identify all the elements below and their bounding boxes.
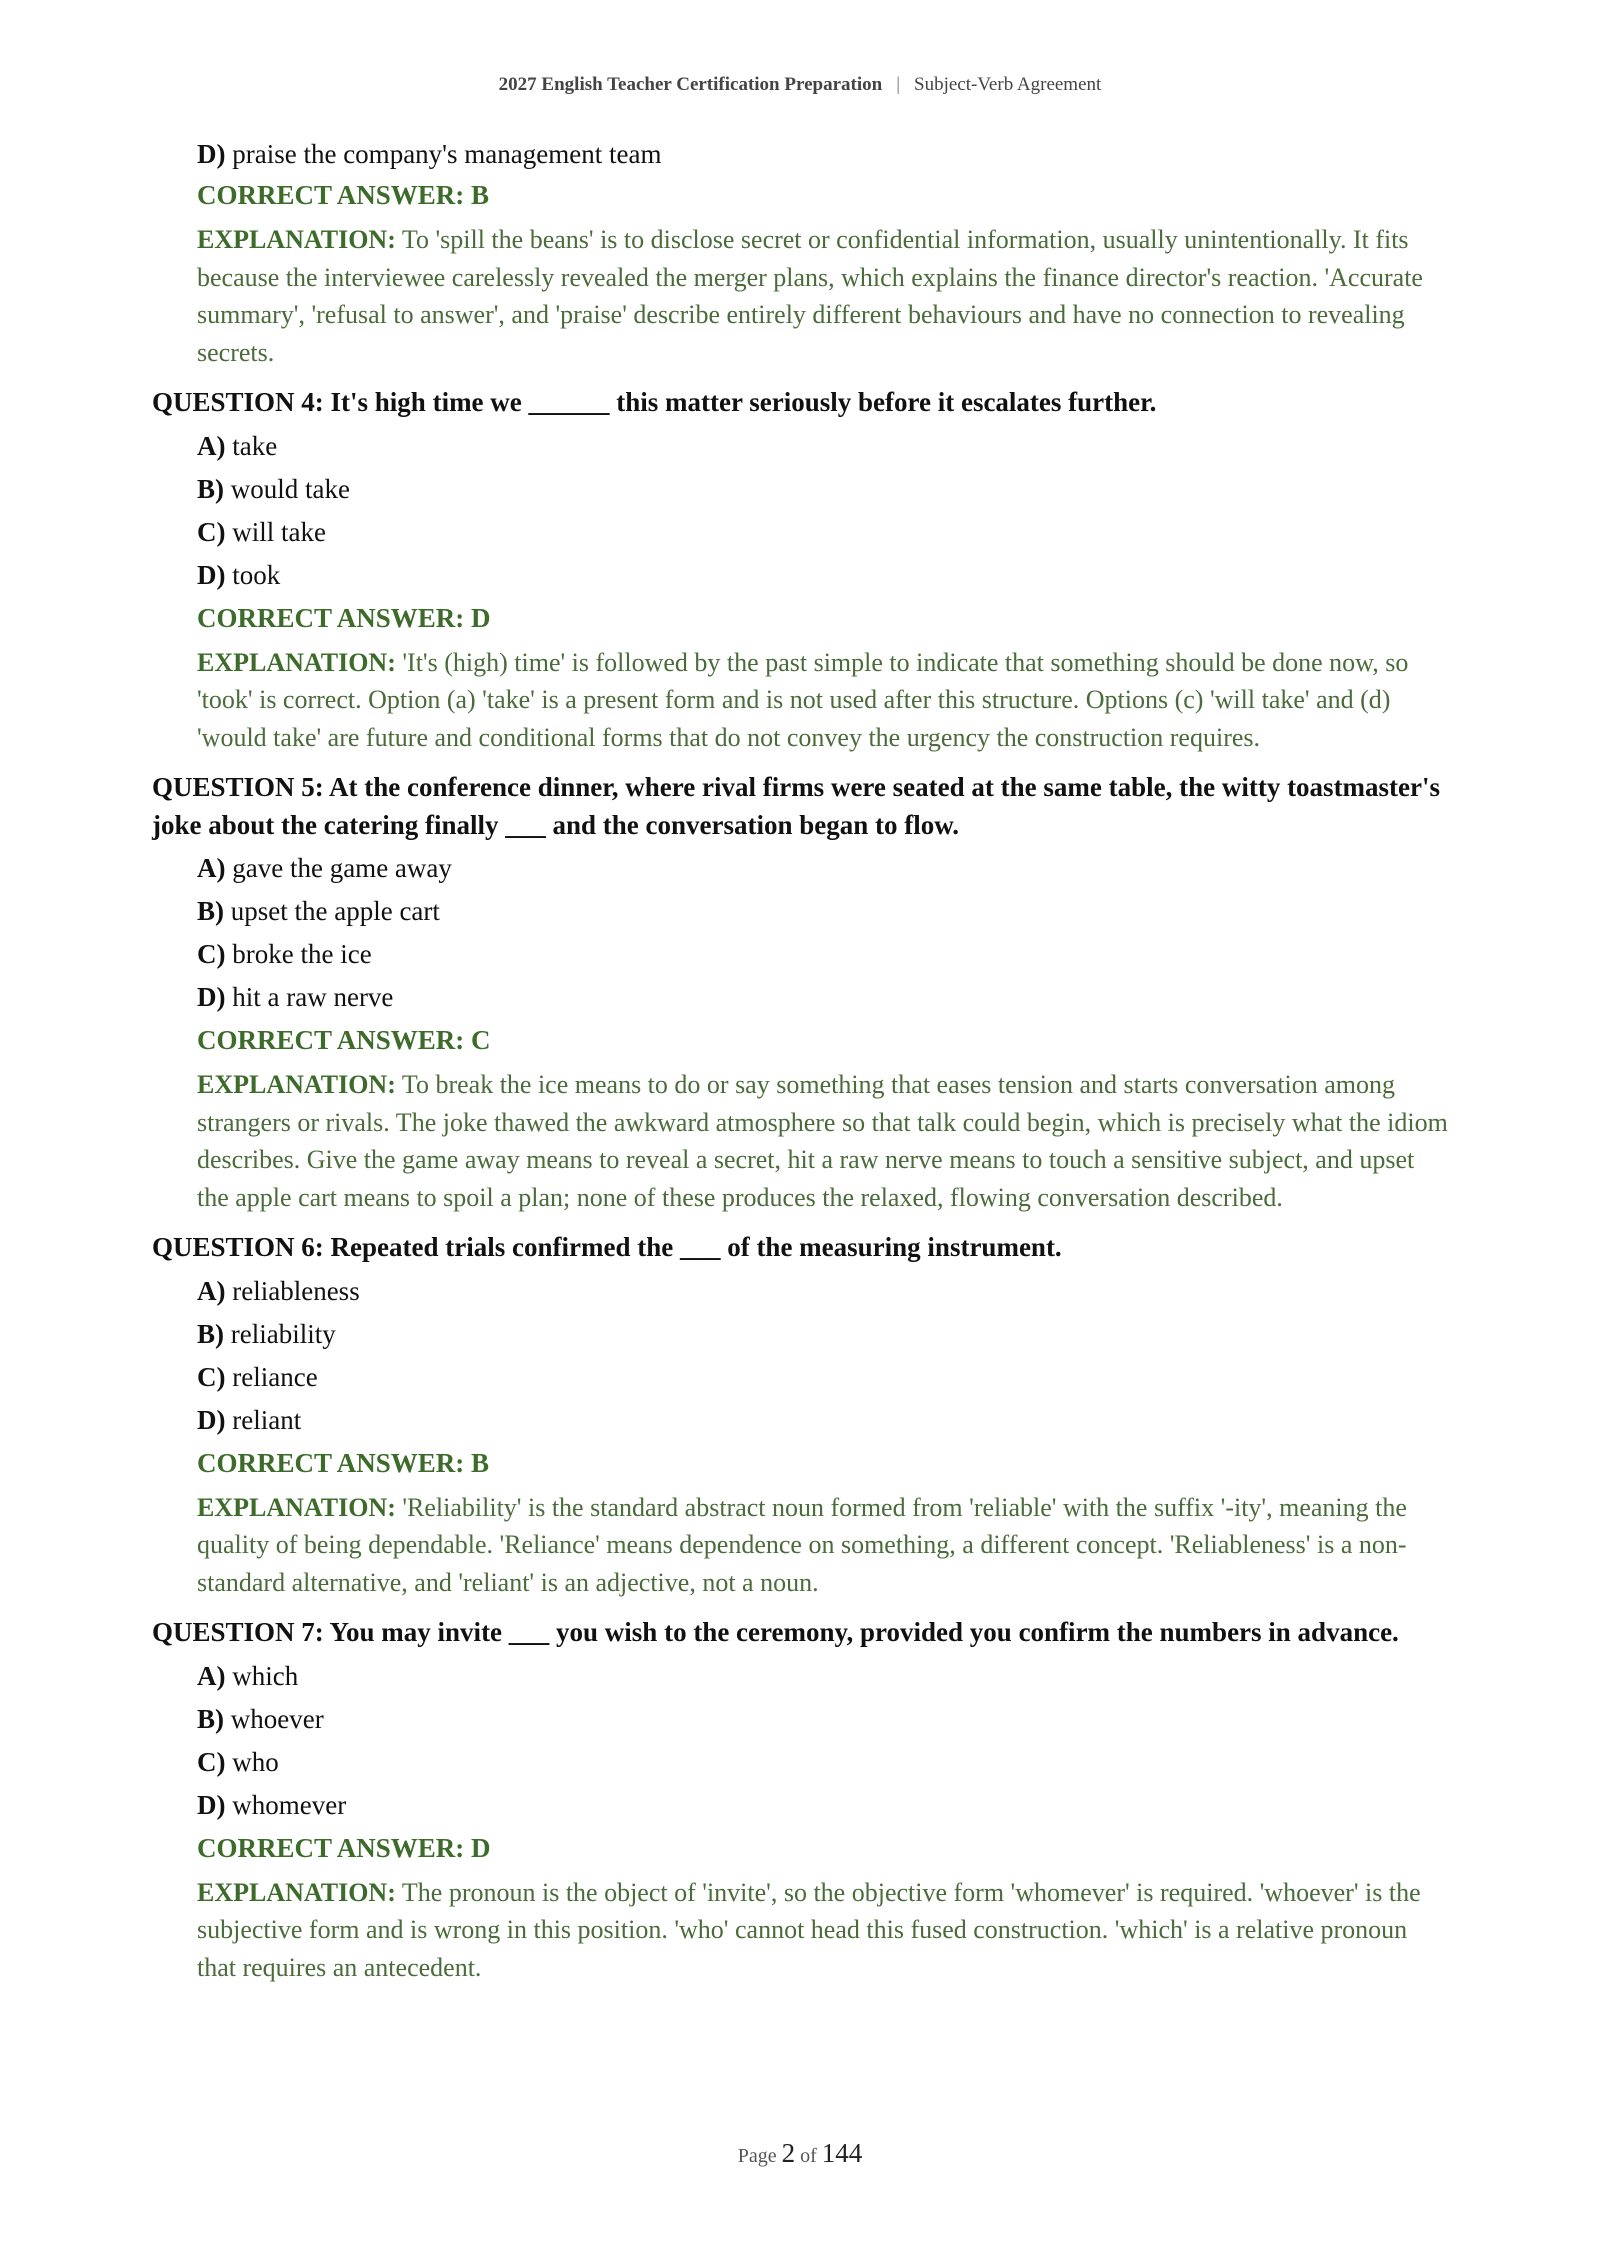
answer-option — [197, 1317, 1452, 1360]
option-letter: D) — [197, 1789, 226, 1820]
answer-option — [197, 1702, 1452, 1745]
answer-option — [197, 937, 1452, 980]
answer-option — [197, 1745, 1452, 1788]
option-text: reliability — [230, 1318, 336, 1349]
explanation-text: The pronoun is the object of 'invite', so the objective form 'whomever' is required. 'whoever' is the subjective form and is wrong in this position. 'who' cannot head this fused construction. 'which' is a relative pronoun that requires an antecedent. — [197, 1877, 1421, 1982]
option-text: reliant — [232, 1404, 302, 1435]
option-text: whomever — [232, 1789, 347, 1820]
explanation-text: To break the ice means to do or say something that eases tension and starts conversation among strangers or rivals. The joke thawed the awkward atmosphere so that talk could begin, which is precisely what the idiom describes. Give the game away means to reveal a secret, hit a raw nerve means to touch a sensitive subject, and upset the apple cart means to spoil a plan; none of these produces the relaxed, flowing conversation described. — [197, 1070, 1448, 1212]
option-text: whoever — [230, 1703, 324, 1734]
correct-answer: CORRECT ANSWER: C — [197, 1025, 491, 1055]
explanation — [197, 1489, 1452, 1602]
option-letter: B) — [197, 1703, 224, 1734]
option-letter: B) — [197, 473, 224, 504]
option-letter: D) — [197, 982, 226, 1012]
question-block — [152, 756, 1452, 1216]
explanation-label: EXPLANATION: — [197, 1492, 396, 1522]
option-letter: D) — [197, 139, 226, 169]
explanation — [197, 221, 1452, 371]
answer-option — [197, 1274, 1452, 1317]
option-letter: B) — [197, 1318, 224, 1349]
correct-answer: CORRECT ANSWER: B — [197, 180, 490, 210]
answer-option — [197, 851, 1452, 894]
question-stem: QUESTION 5: At the conference dinner, where rival firms were seated at the same table, the witty toastmaster's joke about the catering finally ___ and the conversation began to flow. — [152, 772, 1441, 840]
section-title: Subject-Verb Agreement — [914, 74, 1102, 95]
option-text: who — [232, 1746, 279, 1777]
answer-option — [197, 894, 1452, 937]
option-letter: B) — [197, 896, 224, 926]
answer-option — [197, 1360, 1452, 1403]
answer-option — [197, 429, 1452, 472]
option-text: hit a raw nerve — [232, 982, 394, 1012]
option-text: praise the company's management team — [232, 139, 662, 169]
question-block — [152, 1601, 1452, 1986]
option-text: gave the game away — [232, 853, 452, 883]
option-letter: A) — [197, 1660, 226, 1691]
option-text: would take — [230, 473, 350, 504]
option-letter: D) — [197, 559, 226, 590]
question-stem: QUESTION 7: You may invite ___ you wish to the ceremony, provided you confirm the numbers in advance. — [152, 1617, 1399, 1647]
answer-option — [197, 515, 1452, 558]
correct-answer: CORRECT ANSWER: B — [197, 1447, 490, 1478]
question-block — [152, 1216, 1452, 1601]
answer-option — [197, 472, 1452, 515]
option-letter: D) — [197, 1404, 226, 1435]
page-word: Page — [737, 2145, 777, 2167]
option-letter: C) — [197, 516, 226, 547]
option-text: reliableness — [232, 1275, 360, 1306]
question-stem: QUESTION 4: It's high time we ______ this matter seriously before it escalates further. — [152, 387, 1157, 417]
page-footer — [0, 2138, 1600, 2169]
document-title: 2027 English Teacher Certification Preparation — [498, 74, 883, 95]
option-text: reliance — [232, 1361, 318, 1392]
option-text: take — [232, 430, 278, 461]
correct-answer: CORRECT ANSWER: D — [197, 602, 491, 633]
option-letter: A) — [197, 1275, 226, 1306]
answer-option — [197, 1403, 1452, 1446]
answer-option — [197, 137, 1452, 178]
explanation-text: To 'spill the beans' is to disclose secret or confidential information, usually unintentionally. It fits because the interviewee carelessly revealed the merger plans, which explains the finance director's reaction. 'Accurate summary', 'refusal to answer', and 'praise' describe entirely different behaviours and have no connection to revealing secrets. — [197, 225, 1423, 367]
option-letter: A) — [197, 430, 226, 461]
header-separator: | — [896, 74, 900, 95]
of-word: of — [800, 2145, 817, 2167]
answer-option — [197, 980, 1452, 1023]
answer-option — [197, 1659, 1452, 1702]
option-text: broke the ice — [232, 939, 372, 969]
explanation-label: EXPLANATION: — [197, 647, 396, 677]
explanation-label: EXPLANATION: — [197, 1877, 396, 1907]
option-letter: C) — [197, 1746, 226, 1777]
answer-option — [197, 1788, 1452, 1831]
explanation-text: 'It's (high) time' is followed by the past simple to indicate that something should be done now, so 'took' is correct. Option (a) 'take' is a present form and is not used after this structure. Options (c) 'will take' and (d) 'would take' are future and conditional forms that do not convey the urgency the construction requires. — [197, 647, 1409, 752]
explanation — [197, 1874, 1452, 1987]
answer-option — [197, 558, 1452, 601]
explanation — [197, 644, 1452, 757]
option-text: will take — [232, 516, 326, 547]
option-letter: C) — [197, 939, 226, 969]
option-text: which — [232, 1660, 299, 1691]
running-header — [0, 74, 1600, 96]
option-letter: C) — [197, 1361, 226, 1392]
explanation-label: EXPLANATION: — [197, 1070, 396, 1099]
option-text: took — [232, 559, 281, 590]
option-letter: A) — [197, 853, 226, 883]
question-3-continuation — [152, 137, 1452, 371]
page-number: 2 — [781, 2138, 796, 2168]
page-content — [152, 137, 1452, 1986]
explanation — [197, 1066, 1452, 1216]
question-stem: QUESTION 6: Repeated trials confirmed the ___ of the measuring instrument. — [152, 1232, 1062, 1262]
total-pages: 144 — [821, 2138, 863, 2168]
explanation-label: EXPLANATION: — [197, 225, 396, 254]
explanation-text: 'Reliability' is the standard abstract noun formed from 'reliable' with the suffix '-ity', meaning the quality of being dependable. 'Reliance' means dependence on something, a different concept. 'Reliableness' is a non-standard alternative, and 'reliant' is an adjective, not a noun. — [197, 1492, 1407, 1597]
option-text: upset the apple cart — [230, 896, 440, 926]
question-block — [152, 371, 1452, 756]
correct-answer: CORRECT ANSWER: D — [197, 1832, 491, 1863]
